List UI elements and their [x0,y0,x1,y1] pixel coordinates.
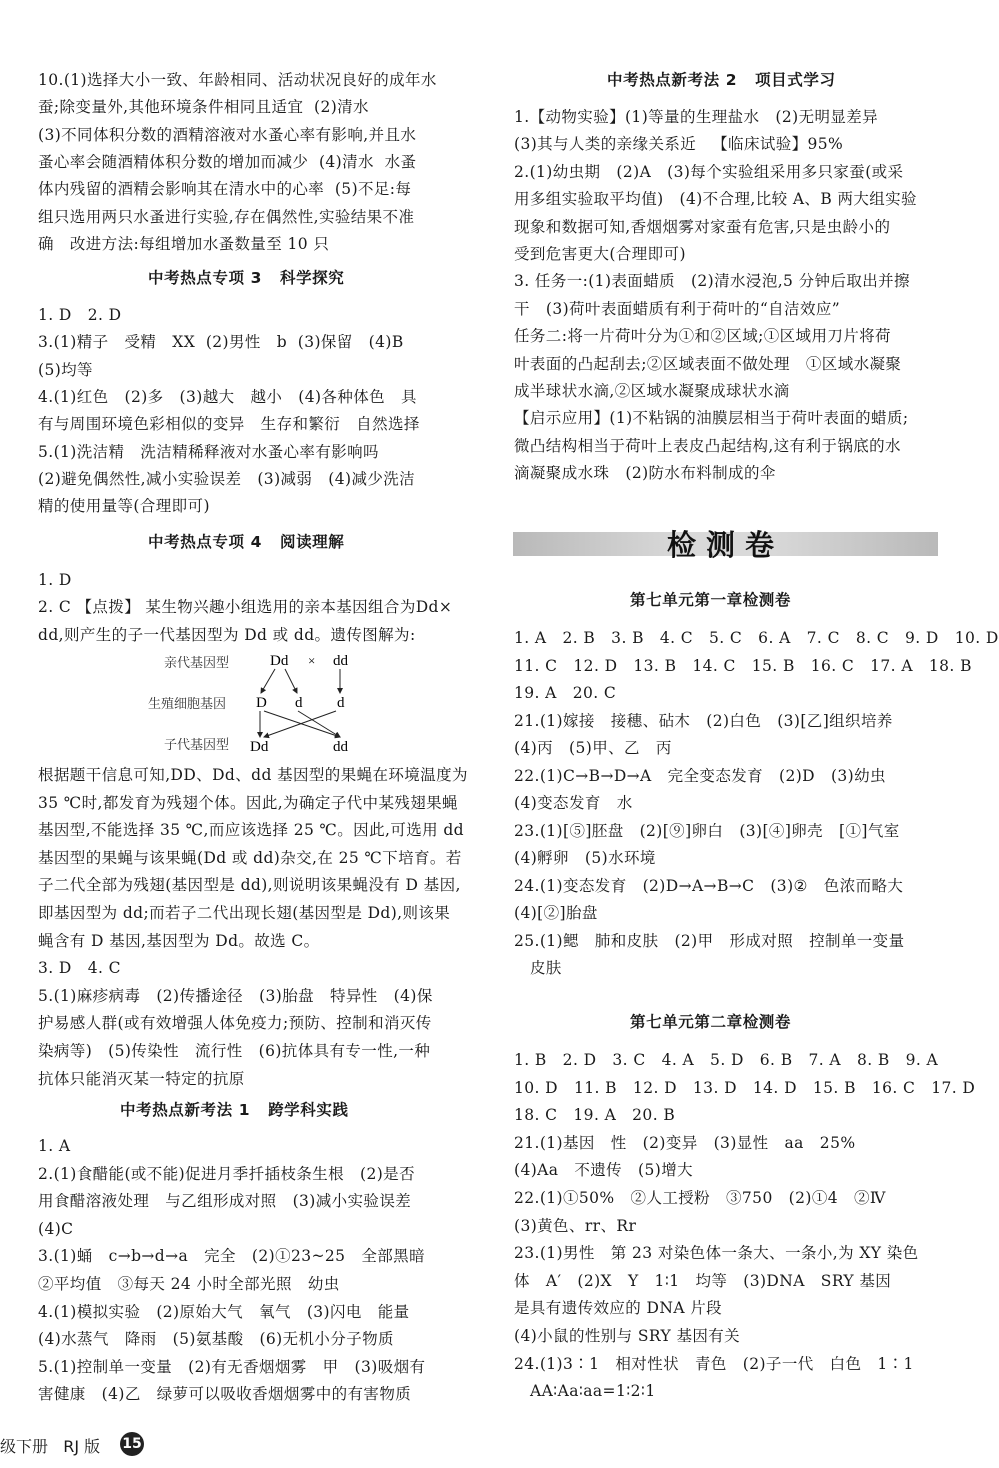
answer-line: (3)不同体积分数的酒精溶液对水蚤心率有影响,并且水 [38,125,417,144]
diagram-gamete-2: d [295,695,303,711]
answer-line: 5.(1)控制单一变量 (2)有无香烟烟雾 甲 (3)吸烟有 [38,1357,426,1376]
answer-line: 2.(1)幼虫期 (2)A (3)每个实验组采用多只家蚕(或采 [514,162,904,181]
answer-line: (5)均等 [38,360,93,379]
answer-line: dd,则产生的子一代基因型为 Dd 或 dd。遗传图解为: [38,625,416,644]
answer-line: 基因型,不能选择 35 ℃,而应该选择 25 ℃。因此,可选用 dd [38,821,464,840]
footer-edition: 级下册 RJ 版 [0,1437,101,1456]
answer-line: 35 ℃时,都发育为残翅个体。因此,为确定子代中某残翅果蝇 [38,793,458,812]
answer-line: 3. D 4. C [38,959,121,978]
answer-line: 用多组实验取平均值) (4)不合理,比较 A、B 两大组实验 [514,190,917,209]
banner-title: 检测卷 [666,528,784,562]
answer-line: 成半球状水滴,②区域水凝聚成球状水滴 [514,382,790,400]
answer-line: 23.(1)男性 第 23 对染色体一条大、一条小,为 XY 染色 [514,1244,919,1263]
answer-line: 10.(1)选择大小一致、年龄相同、活动状况良好的成年水 [38,71,437,89]
answer-line: 护易感人群(或有效增强人体免疫力;预防、控制和消灭传 [38,1014,432,1033]
answer-line: (4)水蒸气 降雨 (5)氨基酸 (6)无机小分子物质 [38,1330,394,1349]
diagram-offspring-1: Dd [250,739,269,755]
test-paper-banner [513,528,938,562]
answer-line: 10. D 11. B 12. D 13. D 14. D 15. B 16. C 17. D [514,1078,976,1097]
answer-line: 22.(1)C→B→D→A 完全变态发育 (2)D (3)幼虫 [514,766,886,785]
diagram-parent-1: Dd [270,653,289,669]
diagram-gamete-3: d [337,695,345,711]
section-title-hotspot-4: 中考热点专项 4 阅读理解 [148,533,345,551]
answer-line: 3.(1)精子 受精 XX (2)男性 b (3)保留 (4)B [38,333,404,352]
answer-line: 害健康 (4)乙 绿萝可以吸收香烟烟雾中的有害物质 [38,1385,412,1404]
answer-line: 染病等) (5)传染性 流行性 (6)抗体具有专一性,一种 [38,1042,431,1060]
answer-line: 11. C 12. D 13. B 14. C 15. B 16. C 17. A 18. B [514,656,972,675]
answer-line: 滴凝聚成水珠 (2)防水布料制成的伞 [514,464,776,483]
answer-line: 1. A [38,1137,71,1155]
section-title-new-method-1: 中考热点新考法 1 跨学科实践 [120,1101,349,1119]
answer-line: 19. A 20. C [514,684,617,702]
answer-line: 体 A′ (2)X Y 1∶1 均等 (3)DNA SRY 基因 [514,1271,892,1290]
answer-line: 23.(1)[⑤]胚盘 (2)[⑨]卵白 (3)[④]卵壳 [①]气室 [514,821,900,840]
answer-line: 组只选用两只水蚤进行实验,存在偶然性,实验结果不准 [38,207,415,226]
answer-line: 现象和数据可知,香烟烟雾对家蚕有危害,只是虫龄小的 [514,217,891,236]
answer-line: 皮肤 [514,959,562,977]
answer-line: (4)C [38,1219,74,1238]
section-title-hotspot-3: 中考热点专项 3 科学探究 [148,269,345,287]
answer-line: 3.(1)蛹 c→b→d→a 完全 (2)①23~25 全部黑暗 [38,1247,425,1266]
answer-line: 子二代全部为残翅(基因型是 dd),则说明该果蝇没有 D 基因, [38,876,461,895]
answer-line: 1. D 2. D [38,306,122,324]
answer-line: (4)Aa 不遗传 (5)增大 [514,1161,694,1180]
answer-line: 3. 任务一:(1)表面蜡质 (2)清水浸泡,5 分钟后取出并擦 [514,272,910,291]
genetic-cross-diagram [140,645,390,760]
answer-line: (4)变态发育 水 [514,794,633,812]
answer-line: 是具有遗传效应的 DNA 片段 [514,1299,723,1318]
section-title-new-method-2: 中考热点新考法 2 项目式学习 [607,71,836,89]
answer-line: (4)[②]胎盘 [514,904,598,922]
answer-line: 25.(1)鳃 肺和皮肤 (2)甲 形成对照 控制单一变量 [514,931,905,950]
answer-line: (4)丙 (5)甲、乙 丙 [514,739,672,757]
diagram-cross-sign: × [308,653,316,668]
answer-line: 体内残留的酒精会影响其在清水中的心率 (5)不足:每 [38,180,412,199]
answer-line: 2.(1)食醋能(或不能)促进月季扦插枝条生根 (2)是否 [38,1164,415,1183]
answer-line: (4)小鼠的性别与 SRY 基因有关 [514,1327,741,1345]
answer-line: 21.(1)基因 性 (2)变异 (3)显性 aa 25% [514,1133,856,1152]
diagram-label-parent: 亲代基因型 [164,655,230,670]
answer-line: 4.(1)模拟实验 (2)原始大气 氧气 (3)闪电 能量 [38,1302,410,1321]
answer-line: 确 改进方法:每组增加水蚤数量至 10 只 [38,234,330,253]
answer-line: (3)其与人类的亲缘关系近 【临床试验】95% [514,135,844,154]
diagram-label-gamete: 生殖细胞基因 [148,696,227,711]
answer-line: (3)黄色、rr、Rr [514,1216,637,1235]
answer-line: 1. D [38,571,72,589]
answer-line: 精的使用量等(合理即可) [38,497,210,516]
answer-line: 5.(1)麻疹病毒 (2)传播途径 (3)胎盘 特异性 (4)保 [38,986,433,1005]
answer-line: 1.【动物实验】(1)等量的生理盐水 (2)无明显差异 [514,108,879,126]
answer-line: 抗体只能消灭某一特定的抗原 [38,1069,245,1088]
answer-line: 5.(1)洗洁精 洗洁精稀释液对水蚤心率有影响吗 [38,442,379,461]
section-title-test-2: 第七单元第二章检测卷 [630,1013,792,1031]
answer-line: 2. C 【点拨】 某生物兴趣小组选用的亲本基因组合为Dd× [38,598,453,617]
answer-line: 任务二:将一片荷叶分为①和②区域;①区域用刀片将荷 [514,327,891,346]
answer-line: 18. C 19. A 20. B [514,1106,676,1125]
answer-line: 蚤心率会随酒精体积分数的增加而减少 (4)清水 水蚤 [38,152,417,171]
answer-line: 微凸结构相当于荷叶上表皮凸起结构,这有利于锅底的水 [514,436,901,455]
answer-line: 21.(1)嫁接 接穗、砧木 (2)白色 (3)[乙]组织培养 [514,711,893,730]
answer-line: 1. A 2. B 3. B 4. C 5. C 6. A 7. C 8. C 9. D 10. D [514,629,999,647]
answer-line: (4)孵卵 (5)水环境 [514,849,656,867]
answer-line: 蚕;除变量外,其他环境条件相同且适宜 (2)清水 [38,98,369,117]
answer-line: 即基因型为 dd;而若子二代出现长翅(基因型是 Dd),则该果 [38,904,451,922]
answer-line: 22.(1)①50% ②人工授粉 ③750 (2)①4 ②Ⅳ [514,1189,886,1207]
answer-line: 有与周围环境色彩相似的变异 生存和繁衍 自然选择 [38,415,420,434]
answer-line: 蝇含有 D 基因,基因型为 Dd。故选 C。 [38,931,320,950]
answer-line: (2)避免偶然性,减小实验误差 (3)减弱 (4)减少洗洁 [38,469,416,488]
page-number-badge: 15 [120,1432,144,1456]
diagram-gamete-1: D [256,695,267,711]
answer-line: 叶表面的凸起刮去;②区域表面不做处理 ①区域水凝聚 [514,354,902,373]
diagram-label-offspring: 子代基因型 [164,737,230,752]
answer-line: 1. B 2. D 3. C 4. A 5. D 6. B 7. A 8. B 9. A [514,1051,939,1069]
diagram-offspring-2: dd [333,739,348,755]
diagram-parent-2: dd [333,653,348,669]
section-title-test-1: 第七单元第一章检测卷 [630,591,792,609]
answer-line: 基因型的果蝇与该果蝇(Dd 或 dd)杂交,在 25 ℃下培育。若 [38,848,462,867]
answer-line: 干 (3)荷叶表面蜡质有利于荷叶的“自洁效应” [514,299,841,318]
answer-line: 24.(1)变态发育 (2)D→A→B→C (3)② 色浓而略大 [514,876,904,895]
answer-line: 24.(1)3∶1 相对性状 青色 (2)子一代 白色 1∶1 [514,1354,914,1373]
answer-line: 【启示应用】(1)不粘锅的油膜层相当于荷叶表面的蜡质; [514,409,909,428]
answer-line: AA∶Aa∶aa=1∶2∶1 [514,1382,656,1401]
answer-line: 用食醋溶液处理 与乙组形成对照 (3)减小实验误差 [38,1192,412,1211]
answer-line: ②平均值 ③每天 24 小时全部光照 幼虫 [38,1275,340,1293]
answer-line: 受到危害更大(合理即可) [514,245,686,263]
answer-line: 根据题干信息可知,DD、Dd、dd 基因型的果蝇在环境温度为 [38,766,468,784]
answer-line: 4.(1)红色 (2)多 (3)越大 越小 (4)各种体色 具 [38,387,417,406]
